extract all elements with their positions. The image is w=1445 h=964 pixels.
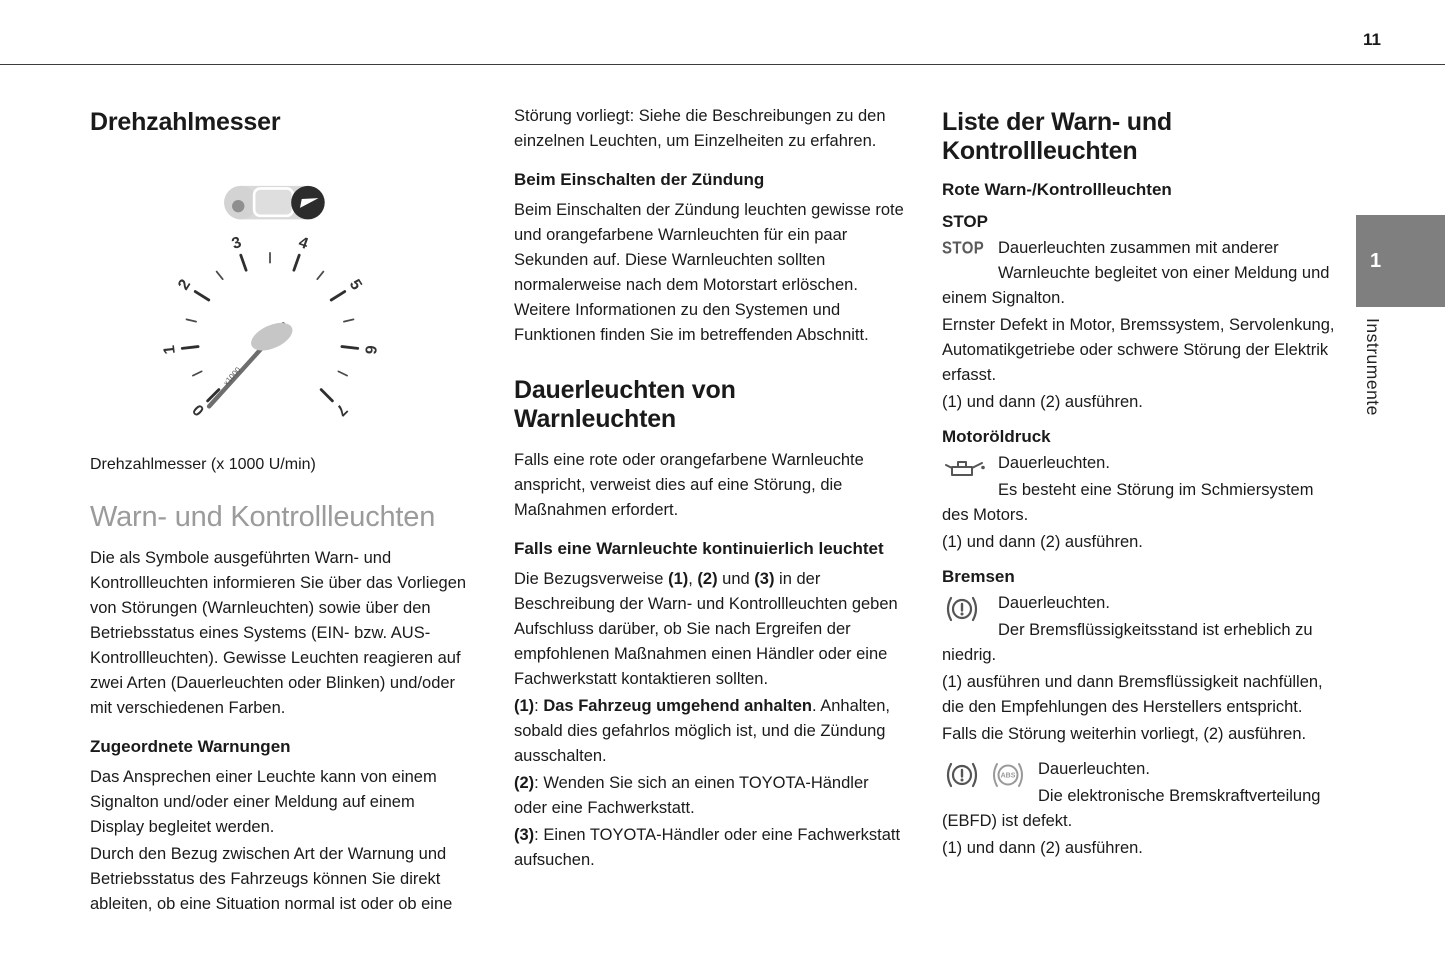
reference-item-3: (3): Einen TOYOTA-Händler oder eine Fachwerkstatt aufsuchen. [514,826,901,869]
chapter-label: Instrumente [1363,318,1383,416]
svg-text:1: 1 [160,344,179,356]
svg-text:3: 3 [229,234,244,253]
gauge-multiplier-label: x1000 [221,365,243,388]
section-heading-liste: Liste der Warn- und Kontrollleuchten [942,108,1173,165]
paragraph: Durch den Bezug zwischen Art der Warnung und Betriebsstatus des Fahrzeugs können Sie direkt ableiten, ob eine Situation normal ist oder ob eine [90,845,453,913]
paragraph: Die elektronische Bremskraftverteilung (EBFD) ist defekt. [942,787,1321,830]
subheading-zuendung: Beim Einschalten der Zündung [514,170,765,189]
gauge-hub [247,317,297,356]
tachometer-illustration [120,151,472,448]
oil-pressure-icon [942,451,998,499]
chapter-tab-number: 1 [1370,249,1382,272]
paragraph: Dauerleuchten zusammen mit anderer Warnleuchte begleitet von einer Meldung und einem Signalton. [942,239,1330,307]
paragraph: Ernster Defekt in Motor, Bremssystem, Servolenkung, Automatikgetriebe oder schwere Störung der Elektrik erfasst. [942,316,1335,384]
gauge-minor-ticks [187,253,354,376]
column-3 [942,104,1338,919]
reference-item-2: (2): Wenden Sie sich an einen TOYOTA-Händler oder eine Fachwerkstatt. [514,774,869,817]
tachometer-gauge [120,151,420,443]
svg-text:7: 7 [332,400,351,419]
paragraph: Falls die Störung weiterhin vorliegt, (2) ausführen. [942,725,1307,743]
paragraph: Dauerleuchten. [1038,760,1150,778]
section-heading-warnleuchten: Warn- und Kontrollleuchten [90,501,436,533]
paragraph: (1) ausführen und dann Bremsflüssigkeit nachfüllen, die den Empfehlungen des Herstellers entspricht. [942,673,1323,716]
svg-text:4: 4 [296,234,311,253]
warning-title-stop: STOP [942,212,988,231]
column-1 [90,104,472,919]
subheading-zugeordnete-warnungen: Zugeordnete Warnungen [90,737,291,756]
svg-text:2: 2 [175,276,195,294]
svg-text:6: 6 [361,344,380,356]
paragraph: (1) und dann (2) ausführen. [942,839,1143,857]
warning-item-ebfd [942,757,1338,861]
svg-text:5: 5 [345,276,365,294]
paragraph: Falls eine rote oder orangefarbene Warnleuchte anspricht, verweist dies auf eine Störung, die Maßnahmen erfordert. [514,451,864,519]
section-heading-dauerleuchten: Dauerleuchten von Warnleuchten [514,376,736,433]
section-heading-drehzahlmesser: Drehzahlmesser [90,108,281,136]
warning-title-bremsen: Bremsen [942,567,1015,586]
paragraph: Die Bezugsverweise (1), (2) und (3) in der Beschreibung der Warn- und Kontrollleuchten geben Aufschluss darüber, ob Sie nach Ergreifen der empfohlenen Maßnahmen einen Händler oder eine Fachwerkstatt kontaktieren sollten. [514,570,898,688]
svg-text:ABS: ABS [1000,772,1016,780]
paragraph: (1) und dann (2) ausführen. [942,393,1143,411]
brake-warning-icon [942,591,998,639]
warning-item-brake [942,591,1338,747]
paragraph: (1) und dann (2) ausführen. [942,533,1143,551]
reference-item-1: (1): Das Fahrzeug umgehend anhalten. Anhalten, sobald dies gefahrlos möglich ist, und die Zündung ausschalten. [514,697,890,765]
page-content [90,104,1338,919]
subheading-rote-leuchten: Rote Warn-/Kontrollleuchten [942,180,1172,199]
paragraph: Das Ansprechen einer Leuchte kann von einem Signalton und/oder einer Meldung auf einem Display begleitet werden. [90,768,437,836]
page-number: 11 [1363,30,1381,49]
paragraph: Dauerleuchten. [998,594,1110,612]
brake-warning-icon [942,761,982,794]
paragraph: Der Bremsflüssigkeitsstand ist erheblich zu niedrig. [942,621,1313,664]
instrument-cluster-icon [224,186,325,220]
paragraph: Die als Symbole ausgeführten Warn- und Kontrollleuchten informieren Sie über das Vorliegen von Störungen (Warnleuchten) sowie über den Betriebsstatus eines Systems (EIN- bzw. AUS-Kontrollleuchten). Gewisse Leuchten reagieren auf zwei Arten (Dauerleuchten oder Blinken) und/oder mit verschiedenen Farben. [90,549,467,717]
warning-item-oil [942,451,1338,555]
stop-indicator-icon: STOP [942,238,985,259]
abs-warning-icon [988,761,1028,794]
header-rule [0,64,1445,65]
gauge-caption: Drehzahlmesser (x 1000 U/min) [90,456,316,473]
brake-and-abs-icons [942,757,1038,805]
paragraph: Dauerleuchten. [998,454,1110,472]
warning-item-stop [942,236,1338,415]
paragraph: Beim Einschalten der Zündung leuchten gewisse rote und orangefarbene Warnleuchten für ein paar Sekunden auf. Diese Warnleuchten sollten normalerweise nach dem Motorstart erlöschen. Weitere Informationen zu den Systemen und Funktionen finden Sie im betreffenden Abschnitt. [514,201,904,344]
paragraph: Es besteht eine Störung im Schmiersystem des Motors. [942,481,1314,524]
chapter-tab [1356,215,1445,307]
paragraph: Störung vorliegt: Siehe die Beschreibungen zu den einzelnen Leuchten, um Einzelheiten zu erfahren. [514,107,886,150]
column-2 [514,104,906,919]
svg-text:0: 0 [189,400,208,419]
warning-title-motoroeldruck: Motoröldruck [942,427,1051,446]
subheading-kontinuierlich: Falls eine Warnleuchte kontinuierlich leuchtet [514,539,884,558]
